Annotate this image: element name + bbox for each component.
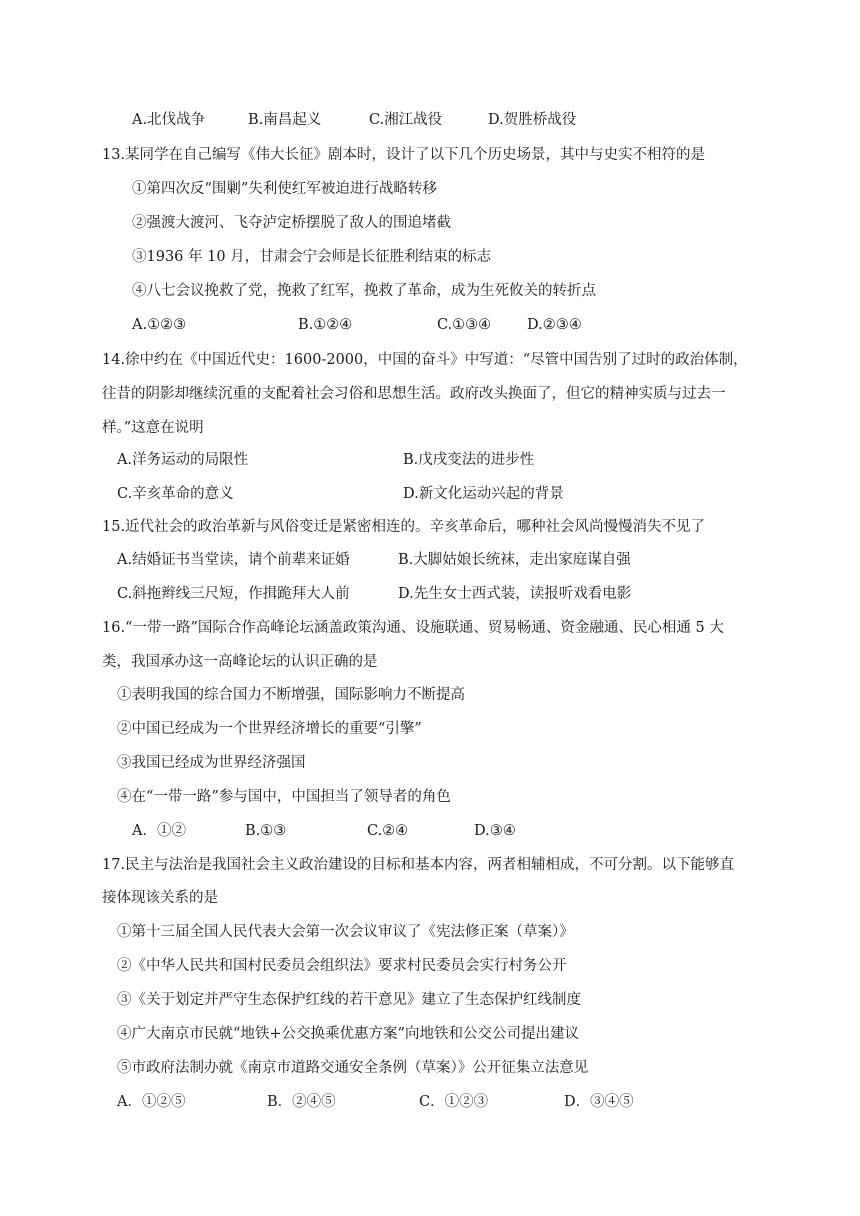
q13-item-3: ③1936 年 10 月，甘肃会宁会师是长征胜利结束的标志 [132, 249, 492, 265]
q17-item-2: ②《中华人民共和国村民委员会组织法》要求村民委员会实行村务公开 [117, 958, 567, 974]
q17-item-1: ①第十三届全国人民代表大会第一次会议审议了《宪法修正案（草案）》 [117, 924, 574, 940]
q13-stem: 13.某同学在自己编写《伟大长征》剧本时，设计了以下几个历史场景，其中与史实不相符的是 [102, 147, 706, 163]
q17-item-4: ④广大南京市民就“地铁+公交换乘优惠方案”向地铁和公交公司提出建议 [117, 1026, 579, 1042]
q15-option-c: C.斜拖辫线三尺短，作揖跪拜大人前 [117, 586, 350, 602]
q14-stem-line-2: 往昔的阴影却继续沉重的支配着社会习俗和思想生活。政府改头换面了，但它的精神实质与过去一 [102, 386, 726, 402]
q13-option-b: B.①②④ [298, 317, 353, 333]
q12-option-b: B.南昌起义 [248, 112, 322, 128]
q17-item-3: ③《关于划定并严守生态保护红线的若干意见》建立了生态保护红线制度 [117, 992, 581, 1008]
q16-option-d: D.③④ [474, 823, 516, 839]
q17-option-a: A．①②⑤ [117, 1094, 186, 1110]
q14-stem-line-1: 14.徐中约在《中国近代史：1600-2000，中国的奋斗》中写道：“尽管中国告别了过时的政治体制， [102, 352, 748, 368]
q13-item-4: ④八七会议挽救了党，挽救了红军，挽救了革命，成为生死攸关的转折点 [132, 283, 596, 299]
q16-stem-line-2: 类，我国承办这一高峰论坛的认识正确的是 [102, 654, 378, 670]
q17-item-5: ⑤市政府法制办就《南京市道路交通安全条例（草案）》公开征集立法意见 [117, 1060, 589, 1076]
q16-option-b: B.①③ [245, 823, 287, 839]
q15-stem: 15.近代社会的政治革新与风俗变迁是紧密相连的。辛亥革命后，哪种社会风尚慢慢消失不见了 [102, 519, 706, 535]
q12-option-a: A.北伐战争 [132, 112, 206, 128]
q13-option-c: C.①③④ [437, 317, 492, 333]
q16-option-a: A．①② [132, 823, 186, 839]
q13-option-d: D.②③④ [527, 317, 582, 333]
q14-option-a: A.洋务运动的局限性 [117, 452, 249, 468]
q17-option-c: C．①②③ [419, 1094, 489, 1110]
q16-option-c: C.②④ [367, 823, 409, 839]
q17-stem-line-2: 接体现该关系的是 [102, 890, 218, 906]
q14-stem-line-3: 样。”这意在说明 [102, 420, 204, 436]
q14-option-c: C.辛亥革命的意义 [117, 486, 234, 502]
q13-item-2: ②强渡大渡河、飞夺泸定桥摆脱了敌人的围追堵截 [132, 215, 451, 231]
q16-item-1: ①表明我国的综合国力不断增强，国际影响力不断提高 [117, 687, 465, 703]
q12-option-d: D.贺胜桥战役 [488, 112, 577, 128]
q17-option-b: B．②④⑤ [267, 1094, 336, 1110]
q16-item-4: ④在“一带一路”参与国中，中国担当了领导者的角色 [117, 789, 451, 805]
q17-option-d: D．③④⑤ [564, 1094, 634, 1110]
q14-option-d: D.新文化运动兴起的背景 [403, 486, 564, 502]
q13-option-a: A.①②③ [132, 317, 187, 333]
q16-stem-line-1: 16.“一带一路”国际合作高峰论坛涵盖政策沟通、设施联通、贸易畅通、资金融通、民心相通 5 大 [102, 620, 724, 636]
q16-item-2: ②中国已经成为一个世界经济增长的重要“引擎” [117, 721, 422, 737]
q17-stem-line-1: 17.民主与法治是我国社会主义政治建设的目标和基本内容，两者相辅相成，不可分割。以下能够直 [102, 857, 735, 873]
q16-item-3: ③我国已经成为世界经济强国 [117, 755, 306, 771]
q15-option-d: D.先生女士西式装，读报听戏看电影 [398, 586, 632, 602]
q13-item-1: ①第四次反“围剿”失利使红军被迫进行战略转移 [132, 181, 437, 197]
q15-option-b: B.大脚姑娘长统袜，走出家庭谋自强 [398, 552, 631, 568]
q15-option-a: A.结婚证书当堂读，请个前辈来证婚 [117, 552, 350, 568]
q12-option-c: C.湘江战役 [369, 112, 443, 128]
q14-option-b: B.戊戌变法的进步性 [403, 452, 535, 468]
